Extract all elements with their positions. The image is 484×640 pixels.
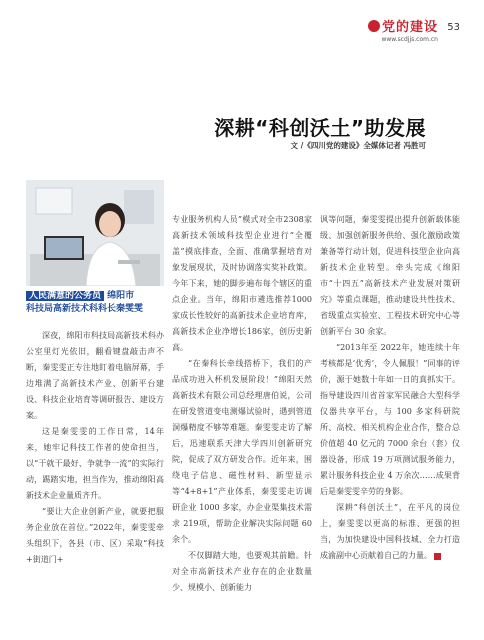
page-number: 53 [447,22,460,33]
paragraph: “2013年至 2022年，她连续十年考核都是‘优秀’，令人佩服！”同事的评价，源于她数十年如一日的真抓实干。指导建设四川省首家军民融合大型科学仪器共享平台，与 100 多家科研院所、高校、相关机构企业合作，整合总价值超 40 亿元的 7000 余台（套）仪器设备，形成 19 万项测试服务能力，累计服务科技企业 4 万余次……成果背后是秦雯雯辛劳的身影。 [320,343,460,496]
magazine-logo [368,16,438,35]
paragraph: “在秦科长牵线搭桥下，我们的产品成功进入杯机发展阶段！”绵阳天然高新技术有限公司总经理唐伯说，公司在研发管道变电测爆试验时，遇到管道洞爆精度不够等难题。秦雯雯走访了解后，迅速联系天津大学四川创新研究院，促成了双方研发合作。近年来，围绕电子信息、磁性材料、新型显示等“4+8+1”产业体系，秦雯雯走访调研企业 1000 多家，办企业渠集技术需求 219项，帮助企业解决实际问题 60 余个。 [172,359,312,544]
portrait-illustration-icon [26,180,164,286]
paragraph: “要让大企业创新产业，就要把服务企业放在首位。”2022年，秦雯雯牵头组织下，各县（市、区）采取“科技+街道门+ [26,507,164,564]
paragraph: 深夜，绵阳市科技局高新技术科办公室里灯光依旧，翻看键盘敲击声不断，秦雯雯正专注地盯着电脑屏幕，手边堆满了高新技术产业、创新平台建设、科技企业培育等调研报告、建设方案。 [26,331,164,420]
caption-honor-tag: 人民满意的公务员 [26,291,104,301]
page-header [328,16,438,50]
caption-office: 科技局高新技术科科长秦雯雯 [26,304,144,314]
photo-caption [26,290,164,316]
article-column-3 [320,212,460,564]
article-byline: 文 /《四川党的建设》全媒体记者 冯胜可 [290,141,426,150]
paragraph: 不仅脚踏大地，也要观其前瞻。针对全市高新技术产业存在的企业数量少、规模小、创新能力 [172,551,312,592]
paragraph: 专业服务机构人员”模式对全市2308家高新技术领域科技型企业进行“全覆盖”摸底排查，全面、准确掌握培育对象发展现状，及时协调落实奖补政策。今年下来，她的脚步遍布每个辖区的重点企业。当年，绵阳市遴选推荐1000家成长性较好的高新技术企业培育库，高新技术企业净增长186家，创历史新高。 [172,215,312,352]
article-column-1 [26,328,164,568]
article-end-icon [434,553,441,560]
closing-paragraph-text: 深耕“科创沃土”，在平凡的岗位上，秦雯雯以更高的标准、更强的担当，为加快建设中国科技城、全力打造成渝副中心贡献着自己的力量。 [320,503,460,560]
logo-text: 党的建设 [381,20,438,35]
site-url: www.scdjjs.com.cn [381,36,438,43]
party-emblem-icon [368,20,380,32]
caption-city: 绵阳市 [107,291,135,301]
paragraph: 讽等问题，秦雯雯提出提升创新载体能级、加强创新服务供给、强化激励政策兼备等行动计划，促进科技型企业向高新技术企业转型。牵头完成《绵阳市“十四五”高新技术产业发展对策研究》等重点课题，推动建设共性技术、省级重点实验室、工程技术研究中心等创新平台 30 余家。 [320,215,460,336]
article-column-2 [172,212,312,596]
portrait-photo [26,180,164,286]
paragraph: 这是秦雯雯的工作日常，14年来，她牢记科技工作者的使命担当，以“干就干最好、争就争一流”的实际行动，踢踏实地，担当作为，推动绵阳高新技术企业量质齐升。 [26,427,164,500]
article-title: 深耕“科创沃土”助发展 [214,116,426,140]
paragraph [320,500,460,564]
